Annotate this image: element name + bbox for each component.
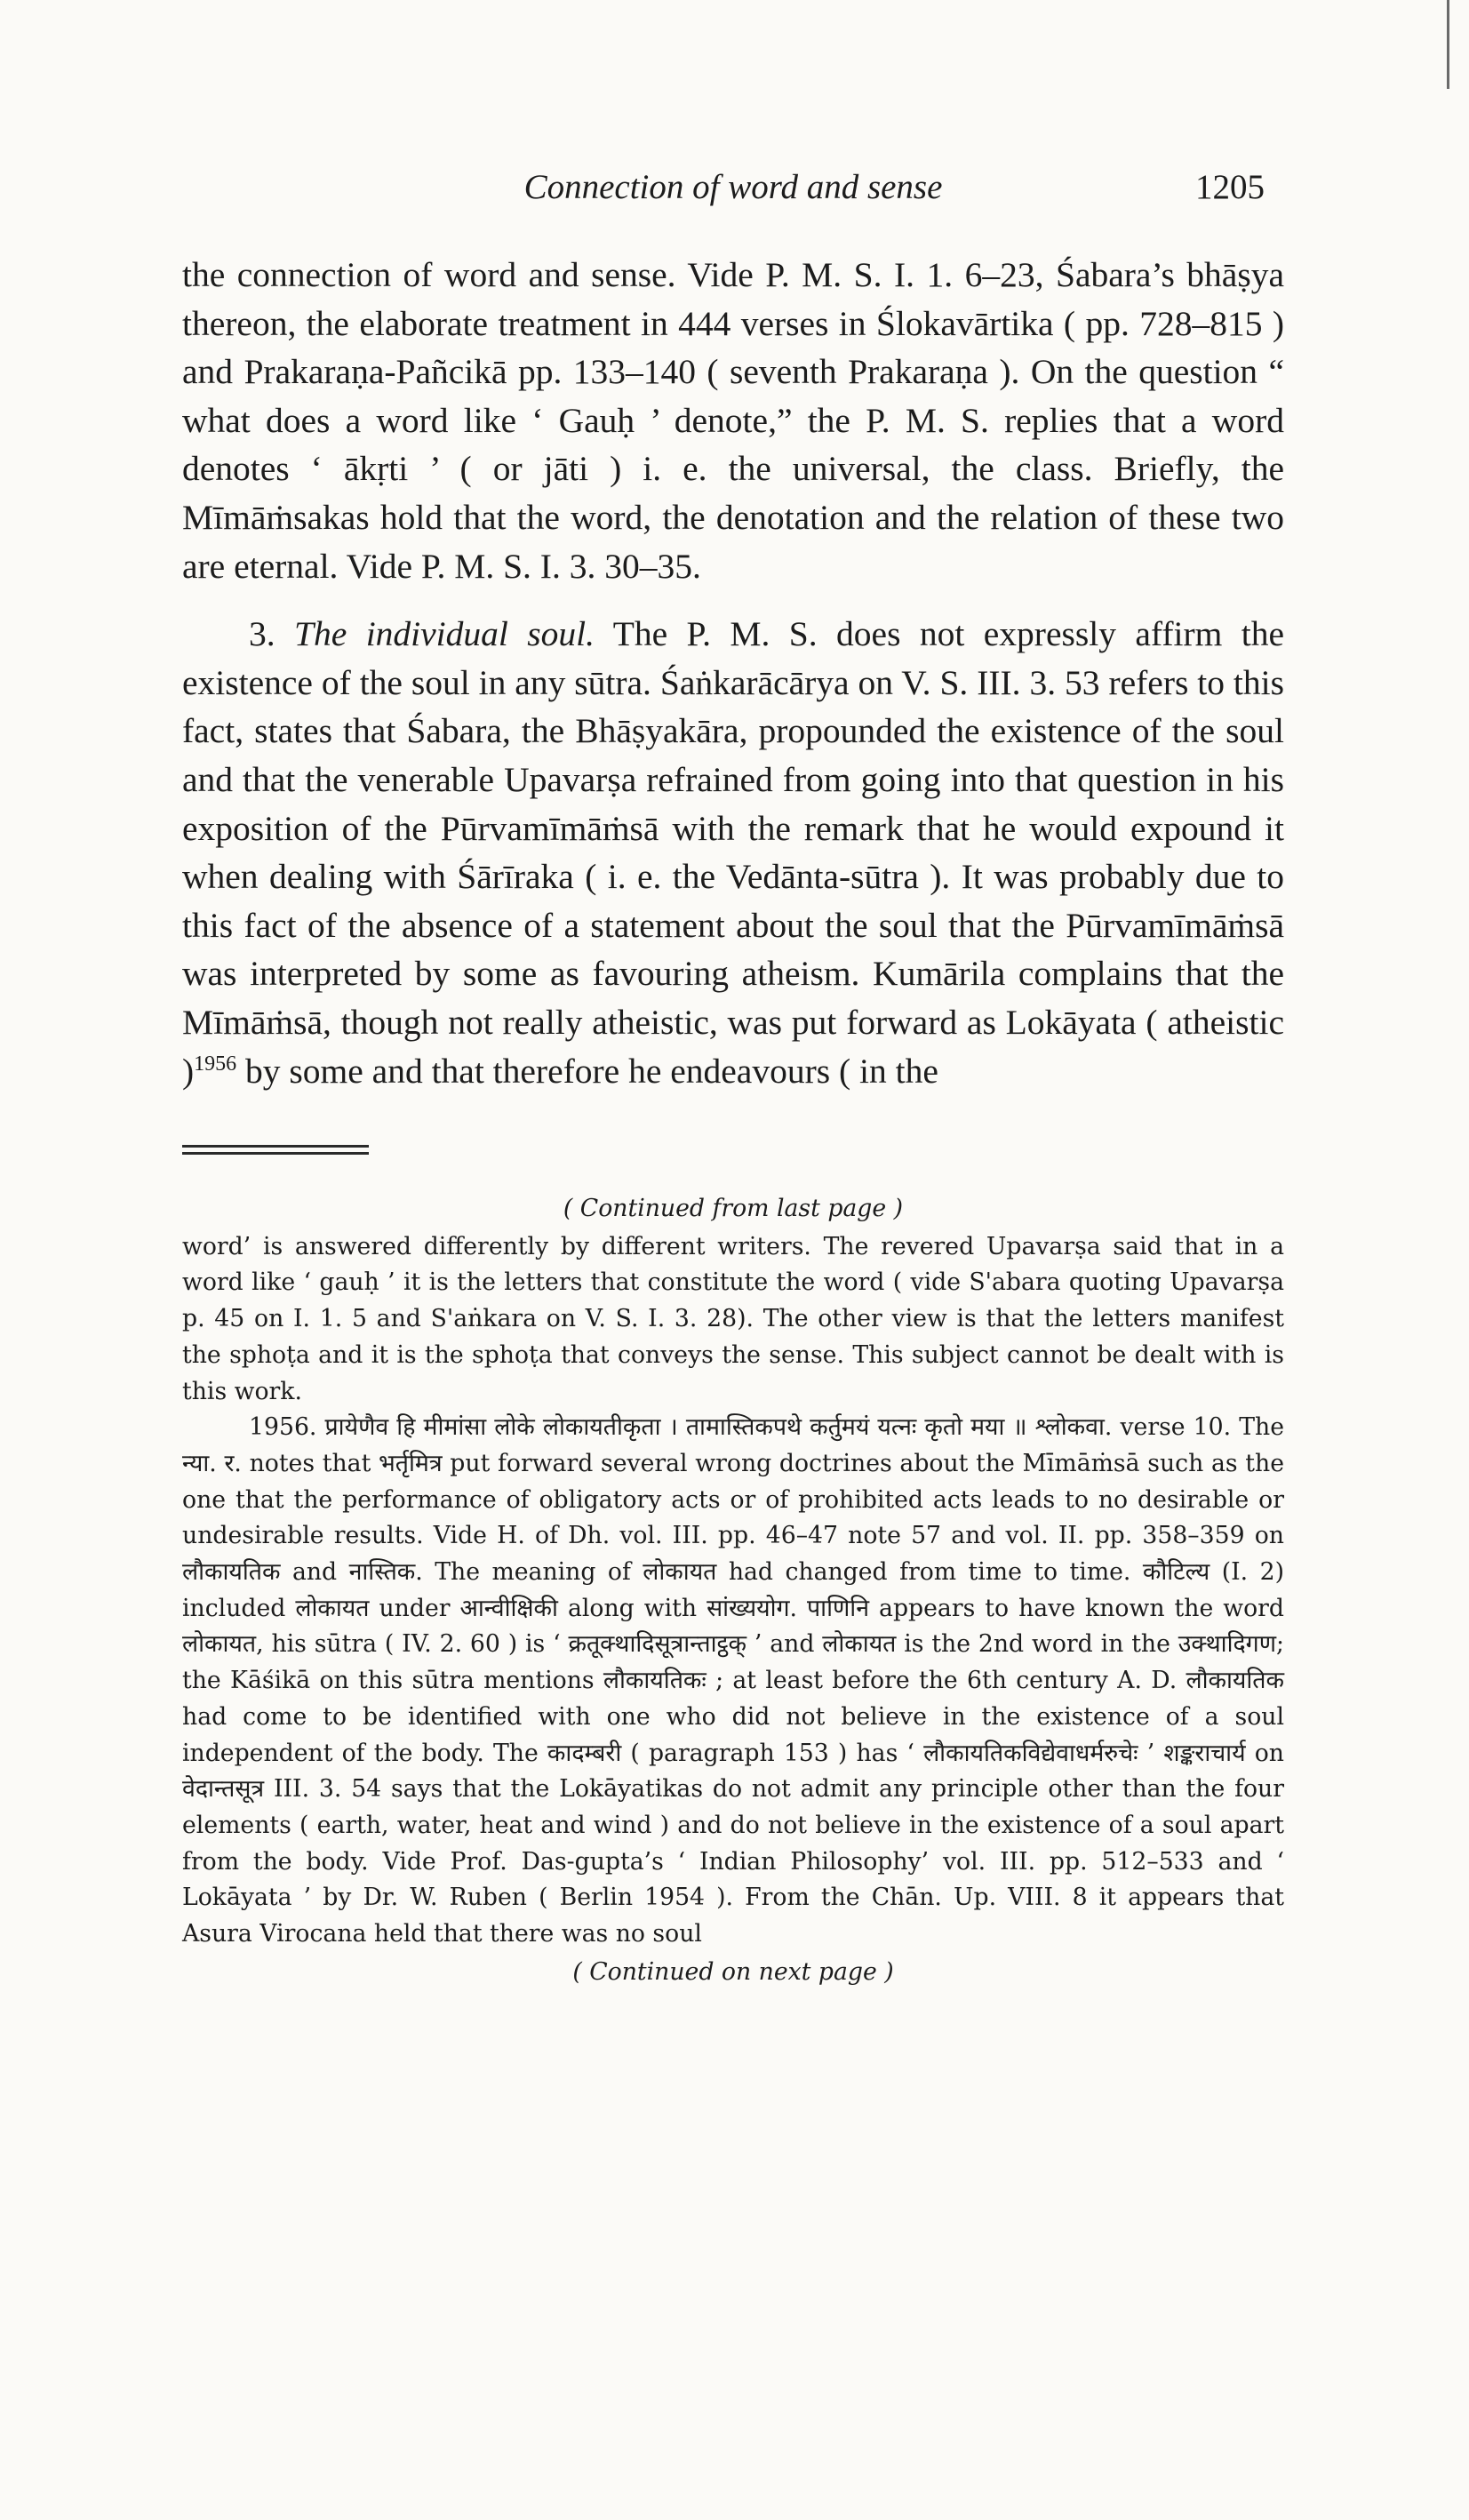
section-heading: The individual soul. [294, 614, 595, 654]
running-title: Connection of word and sense [523, 168, 943, 206]
page-number: 1205 [1195, 168, 1265, 206]
section-number: 3. [249, 614, 275, 654]
paragraph-tail: by some and that therefore he endeavours ( in the [236, 1051, 938, 1091]
main-text [182, 251, 1284, 1095]
footnote-separator-bottom [182, 1152, 369, 1155]
footnotes [182, 1191, 1284, 1992]
paragraph-body: The P. M. S. does not expressly affirm the existence of the soul in any sūtra. Śaṅkarācārya on V. S. III. 3. 53 refers to this fact, states that Śabara, the Bhāṣyakāra, propounded the existence of the soul and that the venerable Upavarṣa refrained from going into that question in his exposition of the Pūrvamīmāṁsā with the remark that he would expound it when dealing with Śārīraka ( i. e. the Vedānta-sūtra ). It was probably due to this fact of the absence of a statement about the soul that the Pūrvamīmāṁsā was interpreted by some as favouring atheism. Kumārila complains that the Mīmāṁsā, though not really atheistic, was put forward as Lokāyata ( atheistic ) [182, 614, 1284, 1091]
page-header [182, 167, 1284, 217]
scan-edge-line [1447, 0, 1449, 89]
continued-from-label: ( Continued from last page ) [563, 1195, 904, 1222]
paragraph-individual-soul [182, 610, 1284, 1095]
footnote-marker: 1956 [194, 1052, 237, 1076]
paragraph-continued: the connection of word and sense. Vide P. M. S. I. 1. 6–23, Śabara’s bhāṣya thereon, the elaborate treatment in 444 verses in Ślokavārtika ( pp. 728–815 ) and Prakaraṇa-Pañcikā pp. 133–140 ( seventh Prakaraṇa ). On the question “ what does a word like ‘ Gauḥ ’ denote,” the P. M. S. replies that a word denotes ‘ ākṛti ’ ( or jāti ) i. e. the universal, the class. Briefly, the Mīmāṁsakas hold that the word, the denotation and the relation of these two are eternal. Vide P. M. S. I. 3. 30–35. [182, 255, 1284, 586]
continued-on-label: ( Continued on next page ) [572, 1957, 894, 1986]
footnote-previous: word’ is answered differently by different writers. The revered Upavarṣa said that in a word like ‘ gauḥ ’ it is the letters that constitute the word ( vide S'abara quoting Upavarṣa p. 45 on I. 1. 5 and S'aṅkara on V. S. I. 3. 28). The other view is that the letters manifest the sphoṭa and it is the sphoṭa that conveys the sense. This subject cannot be dealt with is this work. [182, 1232, 1284, 1405]
footnote-1956: 1956. प्रायेणैव हि मीमांसा लोके लोकायतीकृता । तामास्तिकपथे कर्तुमयं यत्नः कृतो मया ॥ श्लोकवा. verse 10. The न्या. र. notes that भर्तृमित्र put forward several wrong doctrines about the Mīmāṁsā such as the one that the performance of obligatory acts or of prohibited acts leads to no desirable or undesirable results. Vide H. of Dh. vol. III. pp. 46–47 note 57 and vol. II. pp. 358–359 on लौकायतिक and नास्तिक. The meaning of लोकायत had changed from time to time. कौटिल्य (I. 2) included लोकायत under आन्वीक्षिकी along with सांख्ययोग. पाणिनि appears to have known the word लोकायत, his sūtra ( IV. 2. 60 ) is ‘ क्रतूक्थादिसूत्रान्ताट्ठक् ’ and लोकायत is the 2nd word in the उक्थादिगण; the Kāśikā on this sūtra mentions लौकायतिकः ; at least before the 6th century A. D. लौकायतिक had come to be identified with one who did not believe in the existence of a soul independent of the body. The कादम्बरी ( paragraph 153 ) has ‘ लौकायतिकविद्येवाधर्मरुचेः ’ शङ्कराचार्य on वेदान्तसूत्र III. 3. 54 says that the Lokāyatikas do not admit any principle other than the four elements ( earth, water, heat and wind ) and do not believe in the existence of a soul apart from the body. Vide Prof. Das-gupta’s ‘ Indian Philosophy’ vol. III. pp. 512–533 and ‘ Lokāyata ’ by Dr. W. Ruben ( Berlin 1954 ). From the Chān. Up. VIII. 8 it appears that Asura Virocana held that there was no soul [182, 1413, 1284, 1948]
footnote-separator-top [182, 1145, 369, 1148]
